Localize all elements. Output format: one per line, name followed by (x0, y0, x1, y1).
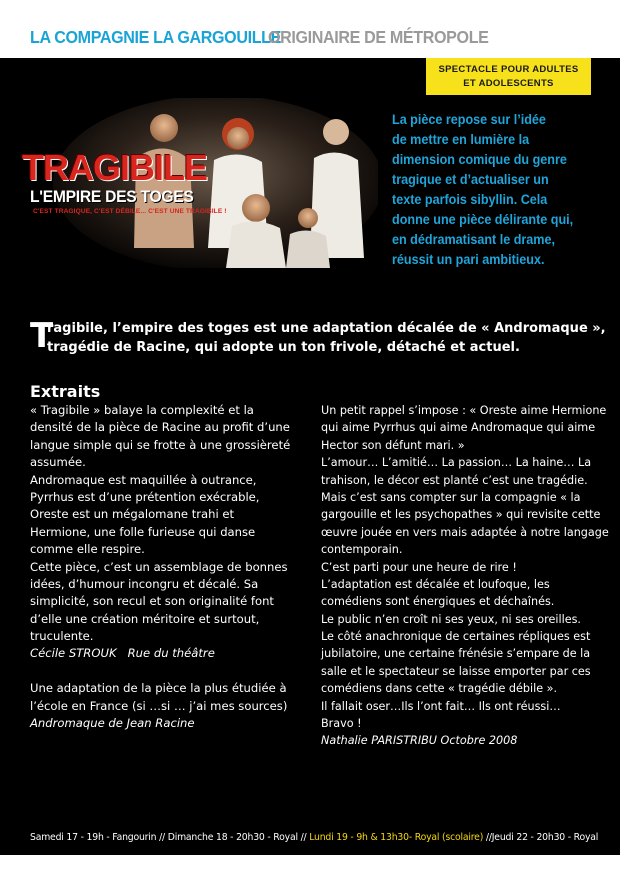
schedule-highlight: Lundi 19 - 9h & 13h30- Royal (scolaire) (309, 832, 484, 843)
schedule-footer (30, 832, 598, 843)
text-line: assumée. (30, 455, 86, 470)
text-line: qui aime Pyrrhus qui aime Andromaque qui aime (321, 421, 596, 435)
intro-paragraph (392, 110, 607, 270)
text-line: Un petit rappel s’impose : « Oreste aime Hermione (321, 404, 607, 417)
text-line: d’elle une création méritoire et surtout, (30, 611, 260, 626)
text-line: œuvre jouée en vers mais adaptée à notre langage (321, 525, 609, 539)
text-line: Le public n’en croît ni ses yeux, ni ses oreilles. (321, 612, 581, 626)
text-line: salle et le spectateur se laisse emporter par ces (321, 664, 591, 678)
intro-line: tragique et d’actualiser un (392, 172, 549, 187)
company-name: LA COMPAGNIE LA GARGOUILLE (30, 27, 282, 47)
text-line: Andromaque est maquillée à outrance, (30, 472, 257, 487)
drop-cap: T (30, 316, 54, 356)
schedule-part: //Jeudi 22 - 20h30 - Royal (483, 832, 599, 843)
poster-subtitle: L'EMPIRE DES TOGES (30, 187, 194, 206)
text-line: idées, d’humour incongru et décalé. Sa (30, 576, 259, 591)
text-line: comme elle respire. (30, 542, 145, 557)
review-credit: Nathalie PARISTRIBU Octobre 2008 (321, 734, 518, 748)
text-line: Bravo ! (321, 717, 362, 731)
company-origin: ORIGINAIRE DE MÉTROPOLE (268, 27, 489, 47)
audience-badge-line: SPECTACLE POUR ADULTES (438, 63, 579, 75)
text-line: densité de la pièce de Racine au profit d’une (30, 420, 290, 435)
paragraph-gap (30, 663, 300, 680)
text-line: Hermione, une folle furieuse qui danse (30, 524, 256, 539)
text-line: truculente. (30, 629, 94, 644)
text-line: gargouille et les psychopathes » qui revisite cette (321, 508, 601, 522)
actor-figure-1 (150, 114, 178, 142)
text-line: comédiens sont énergiques et déchaînés. (321, 595, 555, 609)
text-line: Il fallait oser…Ils l’ont fait… Ils ont réussi… (321, 699, 561, 713)
intro-line: texte parfois sibyllin. Cela (392, 192, 548, 207)
actor-figure-5 (298, 208, 318, 228)
poster-tagline: C'EST TRAGIQUE, C'EST DÉBILE... C'EST UNE TRAGIBILE ! (33, 208, 227, 215)
text-line: « Tragibile » balaye la complexité et la (30, 403, 254, 417)
intro-line: de mettre en lumière la (392, 132, 530, 147)
text-line: C’est parti pour une heure de rire ! (321, 560, 517, 574)
intro-line: dimension comique du genre (392, 152, 567, 167)
text-line: simplicité, son recul et son originalité font (30, 594, 274, 609)
extracts-right-column (321, 402, 609, 750)
text-line: Hector son défunt mari. » (321, 438, 465, 452)
text-line: trahison, le décor est planté c’est une tragédie. (321, 473, 588, 487)
section-title-extraits: Extraits (30, 382, 101, 401)
review-credit: Andromaque de Jean Racine (30, 716, 195, 731)
schedule-part: Samedi 17 - 19h - Fangourin // Dimanche 18 - 20h30 - Royal // (30, 832, 310, 843)
lead-line: ragibile, l’empire des toges est une adaptation décalée de « Andromaque », (47, 321, 606, 336)
text-line: Le côté anachronique de certaines répliques est (321, 630, 591, 644)
intro-line: en dédramatisant le drame, (392, 232, 556, 247)
poster-title: TRAGIBILE (22, 147, 207, 188)
intro-line: réussit un pari ambitieux. (392, 252, 545, 267)
text-line: contemporain. (321, 543, 403, 557)
audience-badge-line: ET ADOLESCENTS (463, 77, 554, 89)
text-line: langue simple qui se frotte à une grossièreté (30, 437, 291, 452)
extracts-left-column (30, 402, 300, 732)
text-line: L’adaptation est décalée et loufoque, les (321, 577, 550, 591)
text-line: Oreste est un mégalomane trahi et (30, 507, 235, 522)
actor-figure-4 (242, 194, 270, 222)
text-line: Mais c’est sans compter sur la compagnie « la (321, 490, 581, 504)
audience-badge (426, 58, 591, 95)
intro-line: La pièce repose sur l’idée (392, 112, 546, 127)
review-credit: Cécile STROUK Rue du théâtre (30, 646, 215, 661)
text-line: comédiens dans cette « tragédie débile ». (321, 682, 558, 696)
intro-line: donne une pièce délirante qui, (392, 212, 574, 227)
text-line: Cette pièce, c’est un assemblage de bonnes (30, 559, 288, 574)
lead-line: tragédie de Racine, qui adopte un ton frivole, détaché et actuel. (47, 340, 520, 355)
text-line: Pyrrhus est d’une prétention exécrable, (30, 489, 260, 504)
header-bar (0, 0, 620, 58)
text-line: jubilatoire, une certaine frénésie s’empare de la (321, 647, 591, 661)
text-line: Une adaptation de la pièce la plus étudiée à (30, 681, 287, 696)
text-line: L’amour… L’amitié… La passion… La haine… La (321, 456, 592, 470)
text-line: l’école en France (si …si … j’ai mes sources) (30, 698, 288, 713)
actor-figure-3 (323, 119, 349, 145)
